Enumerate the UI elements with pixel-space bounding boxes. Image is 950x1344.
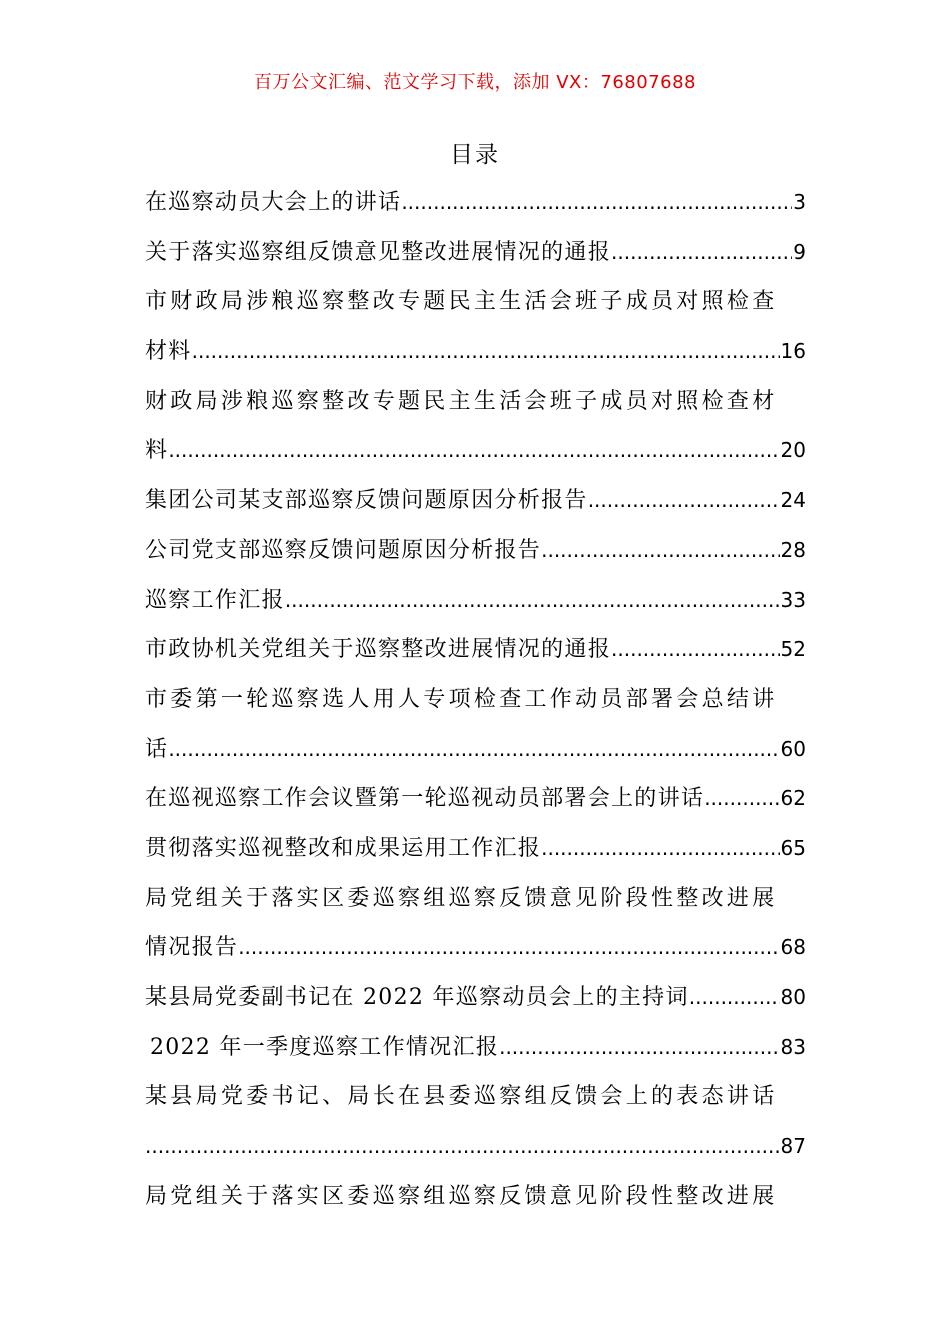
toc-title: 目录 xyxy=(450,142,500,168)
toc-entry-continuation[interactable] xyxy=(145,725,806,775)
toc-entry-title: 市财政局涉粮巡察整改专题民主生活会班子成员对照检查 xyxy=(145,289,778,315)
toc-entry-title: 公司党支部巡察反馈问题原因分析报告 xyxy=(145,537,542,563)
toc-entry-title: 情况报告 xyxy=(145,935,239,961)
toc-page-number: 3 xyxy=(793,190,806,214)
toc-entry[interactable] xyxy=(145,1172,806,1222)
toc-entry[interactable] xyxy=(145,675,806,725)
toc-leader-dots xyxy=(611,228,792,278)
toc-page-number: 20 xyxy=(780,438,806,463)
toc-entry-continuation[interactable] xyxy=(145,327,806,377)
toc-page-number: 62 xyxy=(780,786,806,811)
toc-entry-continuation[interactable] xyxy=(145,426,806,476)
toc-entry-continuation[interactable] xyxy=(145,923,806,973)
toc-entry[interactable] xyxy=(145,576,806,626)
toc-page-number: 28 xyxy=(780,537,806,562)
toc-entry-title: 财政局涉粮巡察整改专题民主生活会班子成员对照检查材 xyxy=(145,388,778,414)
toc-entry-title: 某县局党委书记、局长在县委巡察组反馈会上的表态讲话 xyxy=(145,1084,778,1110)
toc-leader-dots xyxy=(168,725,779,775)
toc-leader-dots xyxy=(541,526,779,576)
toc-leader-dots xyxy=(168,426,779,476)
toc-page-number: 60 xyxy=(780,736,806,761)
toc-entry-title: 局党组关于落实区委巡察组巡察反馈意见阶段性整改进展 xyxy=(145,1183,778,1209)
toc-leader-dots xyxy=(285,576,780,626)
toc-page-number: 52 xyxy=(780,637,806,662)
toc-entry[interactable] xyxy=(145,874,806,924)
toc-entry[interactable] xyxy=(145,377,806,427)
toc-entry-title: 在巡视巡察工作会议暨第一轮巡视动员部署会上的讲话 xyxy=(145,786,705,812)
toc-entry[interactable] xyxy=(145,1023,806,1073)
toc-entry-title: 材料 xyxy=(145,339,192,365)
toc-entry[interactable] xyxy=(145,476,806,526)
toc-entry-title: 关于落实巡察组反馈意见整改进展情况的通报 xyxy=(145,239,612,265)
toc-entry-title: 巡察工作汇报 xyxy=(145,587,285,613)
toc-leader-dots xyxy=(611,625,780,675)
toc-leader-dots xyxy=(401,178,792,228)
toc-page-number: 33 xyxy=(780,587,806,612)
toc-leader-dots xyxy=(704,774,779,824)
toc-entry-title: 某县局党委副书记在 2022 年巡察动员会上的主持词 xyxy=(145,985,689,1010)
toc-entry[interactable] xyxy=(145,526,806,576)
toc-page-number: 16 xyxy=(780,339,806,364)
toc-entry-title: 市委第一轮巡察选人用人专项检查工作动员部署会总结讲 xyxy=(145,686,778,712)
toc-leader-dots xyxy=(499,1023,779,1073)
toc-entry[interactable] xyxy=(145,625,806,675)
toc-page-number: 80 xyxy=(780,985,806,1009)
toc-entry-title: 市政协机关党组关于巡察整改进展情况的通报 xyxy=(145,637,612,663)
toc-entry-title: 局党组关于落实区委巡察组巡察反馈意见阶段性整改进展 xyxy=(145,885,778,911)
toc-entry[interactable] xyxy=(145,1072,806,1122)
toc-entry-title: 话 xyxy=(145,736,169,762)
toc-leader-dots xyxy=(541,824,779,874)
toc-leader-dots xyxy=(238,923,779,973)
toc-page-number: 24 xyxy=(780,488,806,513)
toc-entry[interactable] xyxy=(145,277,806,327)
toc-entry[interactable] xyxy=(145,228,806,278)
toc-entry-title: 料 xyxy=(145,438,169,464)
toc-page-number: 68 xyxy=(780,935,806,960)
toc-entry[interactable] xyxy=(145,774,806,824)
toc-leader-dots xyxy=(192,327,780,377)
toc-leader-dots xyxy=(689,973,780,1023)
toc-entry-title: 在巡察动员大会上的讲话 xyxy=(145,190,402,215)
toc-entry[interactable] xyxy=(145,178,806,228)
toc-leader-dots xyxy=(145,1122,780,1172)
toc-page-number: 9 xyxy=(793,239,806,264)
toc-page-number: 65 xyxy=(780,835,806,860)
toc-leader-dots xyxy=(588,476,780,526)
toc-page-number: 83 xyxy=(780,1034,806,1059)
toc-entry-title: 2022 年一季度巡察工作情况汇报 xyxy=(150,1034,500,1060)
toc-entry-title: 集团公司某支部巡察反馈问题原因分析报告 xyxy=(145,488,588,514)
toc-page-number: 87 xyxy=(780,1134,806,1159)
toc-entry-title: 贯彻落实巡视整改和成果运用工作汇报 xyxy=(145,835,542,861)
table-of-contents xyxy=(145,178,806,1221)
toc-entry[interactable] xyxy=(145,824,806,874)
toc-entry-continuation[interactable] xyxy=(145,1122,806,1172)
header-notice: 百万公文汇编、范文学习下载，添加 VX：76807688 xyxy=(254,72,696,93)
toc-entry[interactable] xyxy=(145,973,806,1023)
